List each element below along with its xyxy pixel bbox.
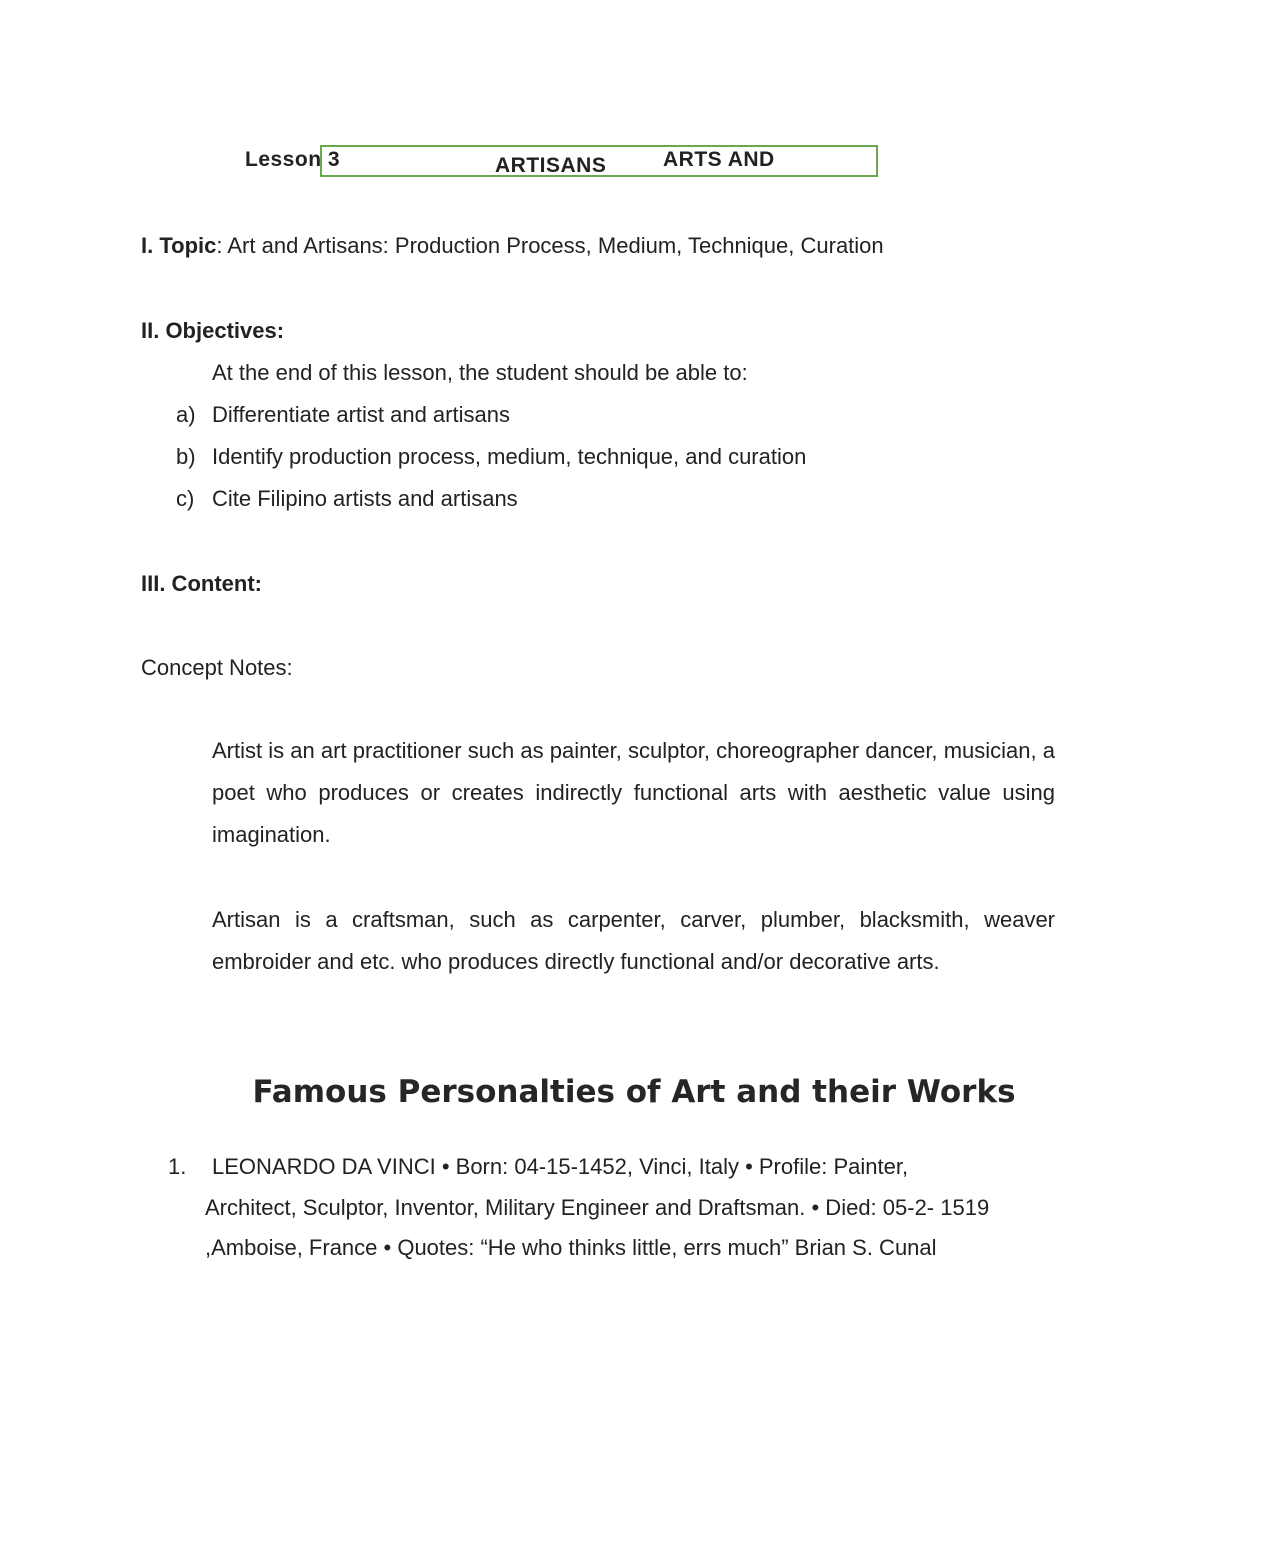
entry-line-2: Architect, Sculptor, Inventor, Military Engineer and Draftsman. • Died: 05-2- 1519 (205, 1195, 990, 1220)
famous-personalities-heading: Famous Personalties of Art and their Works (252, 1074, 1016, 1110)
topic-label: I. Topic (141, 233, 217, 258)
objectives-intro: At the end of this lesson, the student should be able to: (212, 360, 748, 385)
lesson-title-overflow (495, 154, 620, 177)
topic-text: : Art and Artisans: Production Process, Medium, Technique, Curation (216, 233, 884, 258)
entry-line-1: LEONARDO DA VINCI • Born: 04-15-1452, Vinci, Italy • Profile: Painter, (212, 1154, 909, 1179)
lesson-title-line2: ARTISANS (495, 154, 607, 177)
lesson-number: Lesson 3 (245, 148, 341, 171)
list-item-text: Cite Filipino artists and artisans (212, 486, 518, 511)
list-marker: a) (176, 402, 196, 427)
content-heading: III. Content: (141, 571, 262, 596)
objectives-heading: II. Objectives: (141, 318, 285, 343)
entry-line-3: ,Amboise, France • Quotes: “He who thinks little, errs much” Brian S. Cunal (205, 1235, 937, 1260)
artist-definition-paragraph: Artist is an art practitioner such as painter, sculptor, choreographer dancer, musician, a poet who produces or creates indirectly functional arts with aesthetic value using imagination. (212, 738, 1055, 847)
artisan-definition-paragraph: Artisan is a craftsman, such as carpenter, carver, plumber, blacksmith, weaver embroider and etc. who produces directly functional and/or decorative arts. (212, 907, 1055, 974)
list-marker: c) (176, 486, 195, 511)
topic-line (141, 233, 884, 259)
concept-notes-label: Concept Notes: (141, 655, 293, 680)
list-marker: b) (176, 444, 196, 469)
list-item-text: Differentiate artist and artisans (212, 402, 510, 427)
lesson-title: ARTS AND (663, 148, 775, 171)
entry-number: 1. (168, 1154, 187, 1179)
list-item-text: Identify production process, medium, technique, and curation (212, 444, 807, 469)
